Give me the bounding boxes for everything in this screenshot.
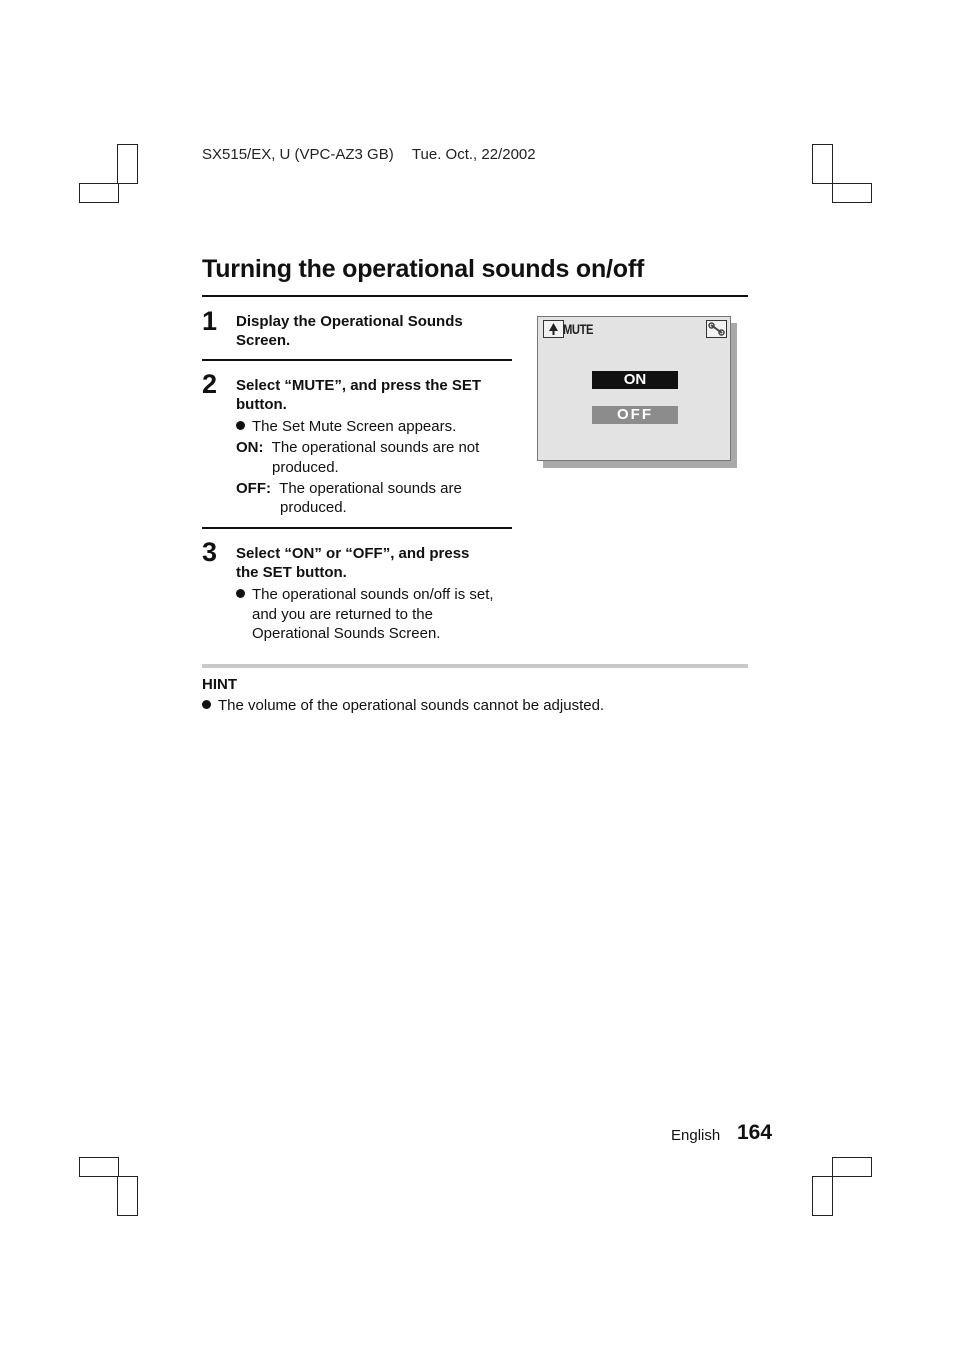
model-label: SX515/EX, U (VPC-AZ3 GB) bbox=[202, 146, 394, 163]
crop-mark bbox=[117, 144, 138, 184]
definition-off-cont: produced. bbox=[280, 499, 347, 516]
date-label: Tue. Oct., 22/2002 bbox=[411, 146, 536, 163]
option-on[interactable]: ON bbox=[592, 371, 678, 389]
step-3-heading-line: the SET button. bbox=[236, 564, 347, 581]
wrench-icon bbox=[706, 320, 727, 338]
bullet-icon bbox=[202, 700, 211, 709]
step-3-heading-line: Select “ON” or “OFF”, and press bbox=[236, 545, 470, 562]
definition-on bbox=[236, 438, 479, 458]
crop-mark bbox=[832, 1157, 872, 1177]
step-1-heading bbox=[236, 312, 463, 350]
hint-text-content: The volume of the operational sounds cannot be adjusted. bbox=[218, 697, 605, 714]
step-2-heading bbox=[236, 376, 481, 414]
crop-mark bbox=[812, 144, 833, 184]
option-off[interactable]: OFF bbox=[592, 406, 678, 424]
definition-off bbox=[236, 479, 462, 499]
crop-mark bbox=[79, 183, 119, 203]
step-3-bullet-text: Operational Sounds Screen. bbox=[252, 625, 441, 642]
crop-mark bbox=[812, 1176, 833, 1216]
step-2-number: 2 bbox=[202, 369, 218, 399]
tree-icon bbox=[543, 320, 564, 338]
step-3-heading bbox=[236, 544, 469, 582]
bullet-icon bbox=[236, 589, 245, 598]
hint-title: HINT bbox=[202, 676, 237, 693]
step-1-heading-line: Screen. bbox=[236, 332, 291, 349]
definition-label: OFF: bbox=[236, 480, 271, 497]
document-header bbox=[202, 146, 536, 163]
step-2-bullet bbox=[236, 417, 456, 437]
footer-language: English bbox=[671, 1127, 721, 1144]
definition-label: ON: bbox=[236, 439, 264, 456]
title-divider bbox=[202, 295, 748, 297]
step-3-bullet-text: The operational sounds on/off is set, bbox=[252, 586, 494, 603]
definition-text: The operational sounds are bbox=[279, 480, 462, 497]
step-2-heading-line: Select “MUTE”, and press the SET bbox=[236, 377, 482, 394]
definition-text: The operational sounds are not bbox=[271, 439, 480, 456]
screen-label: MUTE bbox=[563, 321, 594, 337]
step-divider bbox=[202, 359, 512, 361]
hint-text bbox=[202, 697, 604, 714]
crop-mark bbox=[79, 1157, 119, 1177]
step-2-bullet-text: The Set Mute Screen appears. bbox=[252, 418, 457, 435]
step-3-bullet-text: and you are returned to the bbox=[252, 605, 433, 623]
step-1-heading-line: Display the Operational Sounds bbox=[236, 313, 463, 330]
step-1-number: 1 bbox=[202, 306, 218, 336]
hint-divider bbox=[202, 664, 748, 668]
crop-mark bbox=[117, 1176, 138, 1216]
crop-mark bbox=[832, 183, 872, 203]
camera-screen bbox=[537, 316, 731, 461]
step-3-number: 3 bbox=[202, 537, 218, 567]
page-number: 164 bbox=[737, 1121, 773, 1144]
bullet-icon bbox=[236, 421, 245, 430]
definition-on-cont: produced. bbox=[272, 459, 339, 476]
step-3-bullet bbox=[236, 585, 494, 644]
step-divider bbox=[202, 527, 512, 529]
step-2-heading-line: button. bbox=[236, 396, 287, 413]
page-title: Turning the operational sounds on/off bbox=[202, 255, 645, 283]
